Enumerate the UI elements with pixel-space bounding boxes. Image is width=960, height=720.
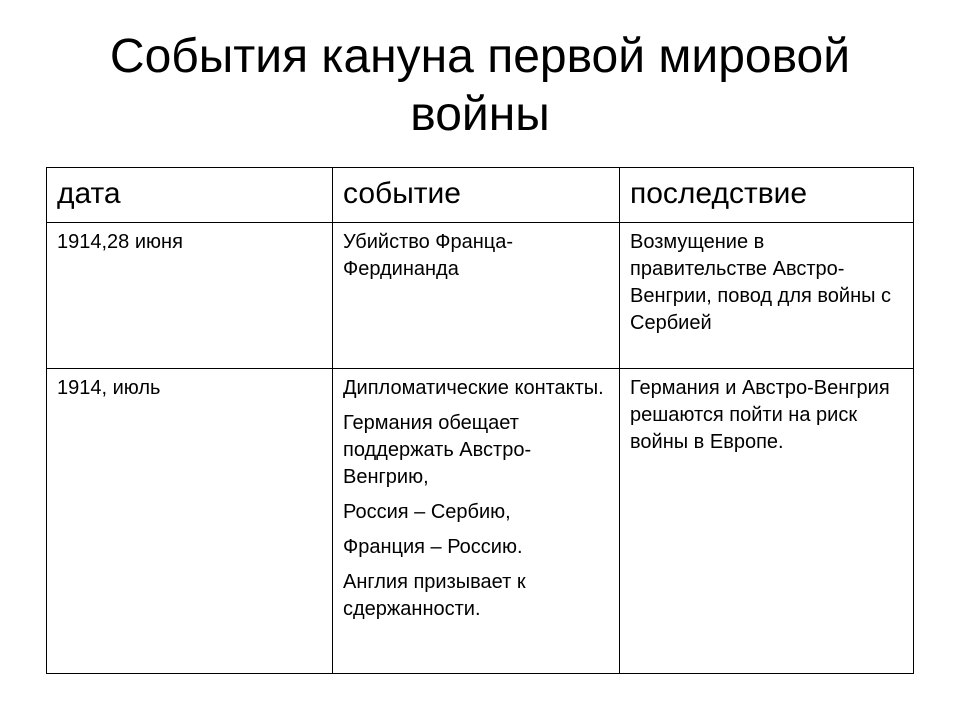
event-text: Убийство Франца-Фердинанда xyxy=(343,231,514,280)
table-row xyxy=(47,223,914,369)
consequence-text: Возмущение в правительстве Австро-Венгрии, повод для войны с Сербией xyxy=(630,231,892,334)
cell-event xyxy=(333,369,620,674)
cell-date: 1914,28 июня xyxy=(47,223,333,369)
event-text: Франция – Россию. xyxy=(343,536,523,558)
cell-consequence xyxy=(620,369,914,674)
event-text: Германия обещает поддержать Австро-Венгрию, xyxy=(343,412,532,488)
table-row xyxy=(47,369,914,674)
slide-title-line-1: События кануна первой мировой xyxy=(109,30,851,83)
cell-event xyxy=(333,223,620,369)
header-event: событие xyxy=(333,168,620,223)
consequence-text: Германия и Австро-Венгрия решаются пойти на риск войны в Европе. xyxy=(630,377,890,453)
events-table xyxy=(46,167,914,674)
cell-date: 1914, июль xyxy=(47,369,333,674)
slide-title xyxy=(0,28,960,144)
table-header-row xyxy=(47,168,914,223)
event-text: Дипломатические контакты. xyxy=(343,377,604,399)
event-text: Россия – Сербию, xyxy=(343,501,511,523)
header-date: дата xyxy=(47,168,333,223)
event-text: Англия призывает к сдержанности. xyxy=(343,571,526,620)
header-consequence: последствие xyxy=(620,168,914,223)
cell-consequence xyxy=(620,223,914,369)
slide-title-line-2: войны xyxy=(410,88,550,141)
